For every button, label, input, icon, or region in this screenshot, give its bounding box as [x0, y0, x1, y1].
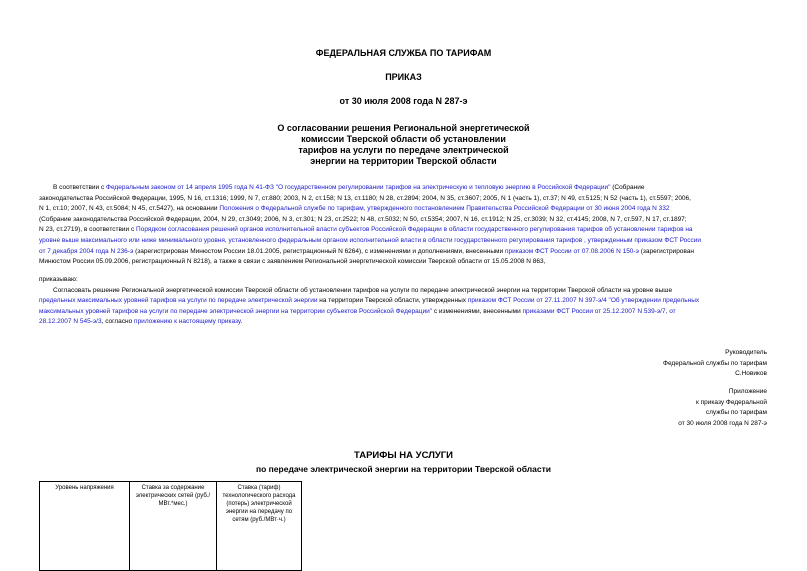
preamble-text: законодательства Российской Федерации, 1995, N 16, ст.1316; 1999, N 7, ст.880; 2003, N 2, ст.158; N 13, ст.1180; N 28, ст.2894; 2004, N 35, ст.3607; 2005, N 1 (часть 1), ст.37; N 49, ст.5125; N 52 (часть 1), ст.5597; 2006,	[39, 194, 691, 202]
tariff-subtitle: по передаче электрической энергии на территории Тверской области	[255, 464, 552, 474]
doc-title-line: энергии на территории Тверской области	[310, 156, 497, 166]
order-397-link[interactable]: приказом ФСТ России от 27.11.2007 N 397-э/4 "Об утверждении предельных	[467, 297, 700, 305]
signature-line: С.Новиков	[735, 370, 767, 377]
appendix-line: от 30 июля 2008 года N 287-э	[678, 419, 767, 427]
appendix-line: Приложение	[728, 388, 767, 395]
appendix-block	[678, 387, 767, 429]
doc-date-number: от 30 июля 2008 года N 287-э	[339, 96, 468, 106]
preamble-text: (Собрание	[610, 184, 645, 191]
appendix-link[interactable]: приложению к настоящему приказу	[134, 318, 241, 326]
order-545-link[interactable]: 28.12.2007 N 545-э/3	[39, 318, 102, 326]
approval-procedure-link-cont[interactable]: уровне выше максимального или ниже минимального уровня, установленного федеральным органом исполнительной власти в области государственного регулирования тарифов , утвержденным приказом ФСТ России	[39, 236, 702, 244]
preamble-text: В соответствии с	[53, 184, 107, 191]
tariff-title: ТАРИФЫ НА УСЛУГИ	[354, 450, 453, 461]
preamble-text: N 23, ст.2719), в соответствии с	[39, 226, 137, 234]
signature-block	[663, 348, 767, 380]
doc-title-line: тарифов на услуги по передаче электрической	[298, 145, 509, 155]
doc-title	[0, 123, 807, 167]
order-150-link[interactable]: приказом ФСТ России от 07.08.2006 N 150-э	[504, 247, 639, 255]
table-header-cell: Уровень напряжения	[40, 482, 130, 571]
approval-procedure-link[interactable]: Порядком согласования решений органов исполнительной власти субъектов Российской Федерации в области государственного регулирования тарифов об установлении тарифов на	[136, 226, 693, 234]
appendix-line: к приказу Федеральной	[696, 398, 767, 406]
table-header-cell: Ставка за содержание электрических сетей (руб./МВт.*мес.)	[130, 482, 217, 571]
agency-name: ФЕДЕРАЛЬНАЯ СЛУЖБА ПО ТАРИФАМ	[315, 48, 492, 58]
order-text: .	[240, 318, 243, 326]
doc-type: ПРИКАЗ	[385, 72, 422, 82]
preamble-text: N 1, ст.10; 2007, N 43, ст.5084; N 45, ст.5427), на основании	[39, 205, 220, 213]
doc-title-line: комиссии Тверской области об установлении	[301, 134, 506, 144]
order-text: Согласовать решение Региональной энергетической комиссии Тверской области об установлении тарифов на услуги по передаче электрической энергии на территории Тверской области на уровне выше	[53, 286, 673, 294]
order-text: с изменениями, внесенными	[432, 307, 523, 315]
federal-law-link[interactable]: Федеральным законом от 14 апреля 1995 года N 41-ФЗ "О государственном регулировании тарифов на электрическую и тепловую энергию в Российской Федерации"	[106, 184, 611, 191]
preamble-text: (зарегистрирован	[638, 247, 695, 255]
order-word: приказываю:	[39, 276, 78, 283]
preamble-text: (зарегистрирован Минюстом России 18.01.2005, регистрационный N 6264), с изменениями и дополнениями, внесенными	[133, 247, 505, 255]
tariff-table	[39, 481, 302, 571]
table-header-row	[40, 482, 302, 571]
order-397-link-cont[interactable]: максимальных уровней тарифов на услуги по передаче электрической энергии на территории субъектов Российской Федерации"	[39, 307, 433, 315]
order-236-link[interactable]: от 7 декабря 2004 года N 236-э	[39, 247, 134, 255]
order-539-link[interactable]: приказами ФСТ России от 25.12.2007 N 539-э/7, от	[522, 307, 676, 315]
signature-line: Руководитель	[725, 349, 767, 356]
table-header-cell: Ставка (тариф) технологического расхода (потерь) электрической энергии на передачу по сетям (руб./МВт·ч.)	[217, 482, 302, 571]
signature-line: Федеральной службы по тарифам	[663, 359, 767, 367]
preamble-text: Минюстом России 05.09.2006, регистрационный N 8218), а также в связи с заявлением Региональной энергетической комиссии Тверской области от 15.05.2008 N 863,	[39, 258, 546, 266]
preamble-text: (Собрание законодательства Российской Федерации, 2004, N 29, ст.3049; 2006, N 3, ст.301; N 23, ст.2522; N 48, ст.5032; N 50, ст.5354; 2007, N 16, ст.1912; N 25, ст.3039; N 32, ст.4145; 2008, N 7, ст.597, N 17, ст.1897;	[39, 215, 687, 223]
max-tariff-levels-link[interactable]: предельных максимальных уровней тарифов на услуги по передаче электрической энергии	[39, 297, 318, 305]
preamble-paragraph	[39, 183, 769, 268]
fst-regulation-link[interactable]: Положения о Федеральной службе по тарифам, утвержденного постановлением Правительства Российской Федерации от 30 июня 2004 года N 332	[219, 205, 670, 213]
order-text: , согласно	[101, 318, 135, 326]
order-text: на территории Тверской области, утвержденных	[317, 297, 468, 305]
doc-title-line: О согласовании решения Региональной энергетической	[277, 123, 530, 133]
appendix-line: службы по тарифам	[705, 409, 767, 416]
order-paragraph	[39, 275, 769, 328]
